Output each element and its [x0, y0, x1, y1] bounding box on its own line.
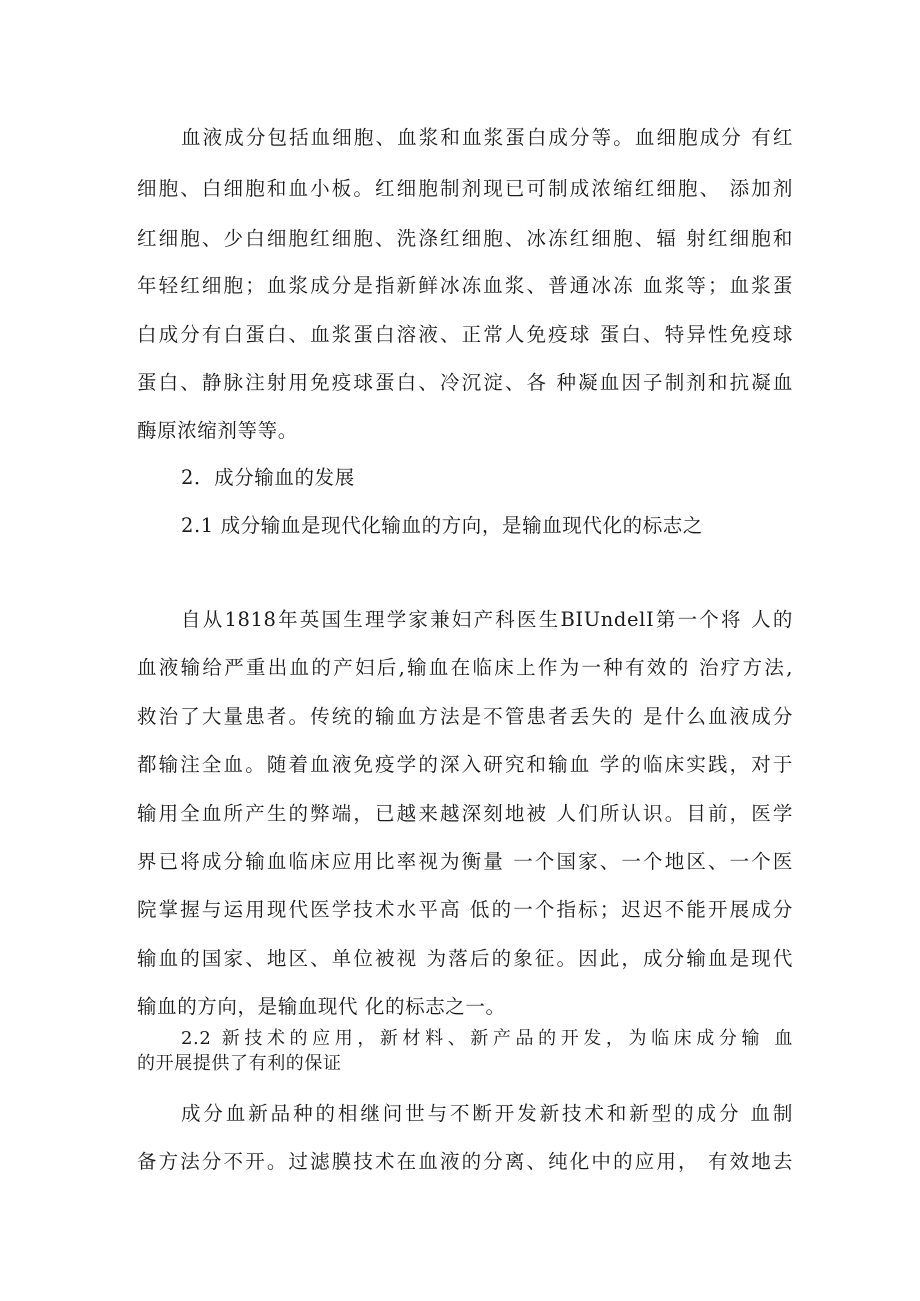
section-heading-2-2-line-2: 的开展提供了有利的保证: [137, 1053, 342, 1074]
paragraph-3-line-2: 备方法分不开。过滤膜技术在血液的分离、纯化中的应用， 有效地去: [137, 1150, 793, 1173]
paragraph-1-line-7: 酶原浓缩剂等等。: [137, 419, 298, 442]
paragraph-2-line-9: 输血的方向，是输血现代 化的标志之一。: [137, 995, 506, 1018]
paragraph-2-line-8: 输血的国家、地区、单位被视 为落后的象征。因此，成分输血是现代: [137, 947, 793, 970]
paragraph-2-line-4: 都输注全血。随着血液免疫学的深入研究和输血 学的临床实践，对于: [137, 753, 793, 776]
paragraph-2-line-1: 自从1818年英国生理学家兼妇产科医生BIUndelI第一个将 人的: [181, 608, 793, 631]
paragraph-1-line-1: 血液成分包括血细胞、血浆和血浆蛋白成分等。血细胞成分 有红: [181, 126, 793, 149]
paragraph-1-line-5: 白成分有白蛋白、血浆蛋白溶液、正常人免疫球 蛋白、特异性免疫球: [137, 323, 793, 346]
section-heading-2: 2．成分输血的发展: [181, 466, 355, 489]
paragraph-1-line-6: 蛋白、静脉注射用免疫球蛋白、冷沉淀、各 种凝血因子制剂和抗凝血: [137, 371, 793, 394]
paragraph-1-line-3: 红细胞、少白细胞红细胞、洗涤红细胞、冰冻红细胞、辐 射红细胞和: [137, 227, 793, 250]
paragraph-3-line-1: 成分血新品种的相继问世与不断开发新技术和新型的成分 血制: [181, 1102, 793, 1125]
paragraph-1-line-2: 细胞、白细胞和血小板。红细胞制剂现已可制成浓缩红细胞、 添加剂: [137, 177, 793, 200]
section-heading-2-1: 2.1 成分输血是现代化输血的方向，是输血现代化的标志之: [181, 514, 704, 537]
paragraph-2-line-3: 救治了大量患者。传统的输血方法是不管患者丢失的 是什么血液成分: [137, 705, 793, 728]
paragraph-2-line-5: 输用全血所产生的弊端，已越来越深刻地被 人们所认识。目前，医学: [137, 802, 793, 825]
paragraph-2-line-7: 院掌握与运用现代医学技术水平高 低的一个指标；迟迟不能开展成分: [137, 898, 793, 921]
paragraph-2-line-2: 血液输给严重出血的产妇后,输血在临床上作为一种有效的 治疗方法,: [137, 656, 793, 679]
paragraph-2-line-6: 界已将成分输血临床应用比率视为衡量 一个国家、一个地区、一个医: [137, 850, 793, 873]
paragraph-1-line-4: 年轻红细胞；血浆成分是指新鲜冰冻血浆、普通冰冻 血浆等；血浆蛋: [137, 274, 793, 297]
section-heading-2-2-line-1: 2.2 新技术的应用，新材料、新产品的开发，为临床成分输 血: [181, 1028, 793, 1049]
